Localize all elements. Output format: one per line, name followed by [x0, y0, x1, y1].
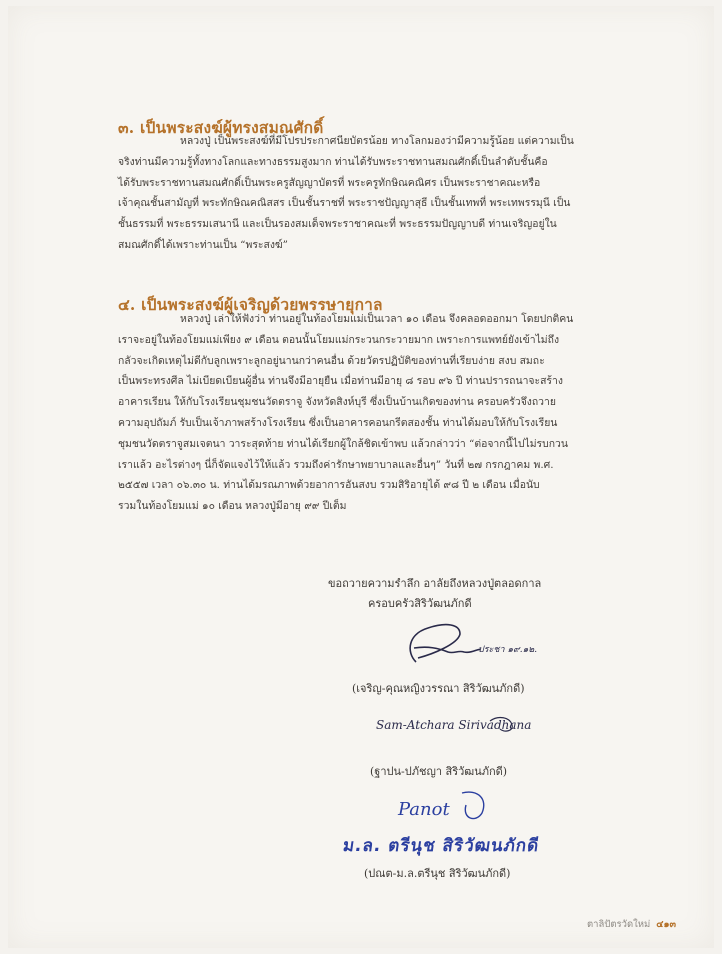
page-number: ๔๑๓	[656, 919, 676, 930]
signature-1-handwriting: ประชา ๑๙.๑๒.	[478, 645, 538, 655]
paragraph-line: เราจะอยู่ในท้องโยมแม่เพียง ๙ เดือน ตอนนั้นโยมแม่กระวนกระวายมาก เพราะการแพทย์ยังเข้าไม่ถึง	[118, 333, 560, 346]
signature-3-image	[396, 785, 506, 833]
paragraph-line: สมณศักดิ์ได้เพราะท่านเป็น “พระสงฆ์”	[118, 238, 288, 251]
signature-1-caption: (เจริญ-คุณหญิงวรรณา สิริวัฒนภักดี)	[352, 682, 525, 695]
signature-3-name: ม.ล. ตรีนุช สิริวัฒนภักดี	[341, 836, 541, 856]
paragraph-line: ชุมชนวัดตราจูสมเจตนา วาระสุดท้าย ท่านได้เรียกผู้ใกล้ชิดเข้าพบ แล้วกล่าวว่า “ต่อจากนี้ไปไม่รบกวน	[118, 437, 568, 450]
signature-2-caption: (ฐาปน-ปภัชญา สิริวัฒนภักดี)	[370, 765, 508, 778]
paragraph-line: ๒๕๕๗ เวลา ๐๖.๓๐ น. ท่านได้มรณภาพด้วยอาการอันสงบ รวมสิริอายุได้ ๙๘ ปี ๒ เดือน เมื่อนับ	[118, 479, 540, 492]
signature-3-handwriting: Panot	[398, 799, 450, 820]
signature-1-image	[388, 612, 538, 672]
paragraph-line: ได้รับพระราชทานสมณศักดิ์เป็นพระครูสัญญาบัตรที่ พระครูทักษิณคณิศร เป็นพระราชาคณะหรือ	[118, 176, 541, 189]
signature-2-image	[372, 707, 532, 741]
paragraph-line: เราแล้ว อะไรต่างๆ นี่ก็จัดแจงไว้ให้แล้ว รวมถึงค่ารักษาพยาบาลและอื่นๆ” วันที่ ๒๗ กรกฎาคม พ.ศ.	[118, 458, 554, 471]
paragraph-line: จริงท่านมีความรู้ทั้งทางโลกและทางธรรมสูงมาก ท่านได้รับพระราชทานสมณศักดิ์เป็นลำดับชั้นคือ	[118, 155, 548, 168]
signature-3-caption: (ปณต-ม.ล.ตรีนุช สิริวัฒนภักดี)	[364, 867, 511, 880]
section-paragraph-1	[118, 131, 606, 256]
section-paragraph-2	[118, 309, 606, 517]
page-footer	[587, 917, 676, 932]
paragraph-line: เจ้าคุณชั้นสามัญที่ พระทักษิณคณิสสร เป็นชั้นราชที่ พระราชปัญญาสุธี เป็นชั้นเทพที่ พระเทพรรมุนี เป็น	[118, 197, 571, 210]
paragraph-line: กลัวจะเกิดเหตุไม่ดีกับลูกเพราะลูกอยู่นานกว่าคนอื่น ด้วยวัตรปฏิบัติของท่านที่เรียบง่าย สงบ สมถะ	[118, 354, 545, 367]
paragraph-line: หลวงปู่ เล่าให้ฟังว่า ท่านอยู่ในท้องโยมแม่เป็นเวลา ๑๐ เดือน จึงคลอดออกมา โดยปกติคน	[180, 313, 574, 325]
paragraph-line: รวมในท้องโยมแม่ ๑๐ เดือน หลวงปู่มีอายุ ๙๙ ปีเต็ม	[118, 500, 347, 513]
signature-2-handwriting: Sam-Atchara Sirivadhana	[376, 718, 532, 732]
paragraph-line: ความอุปถัมภ์ รับเป็นเจ้าภาพสร้างโรงเรียน ซึ่งเป็นอาคารคอนกรีตสองชั้น ท่านได้มอบให้กับโรงเรียน	[118, 416, 558, 429]
paragraph-line: เป็นพระทรงศีล ไม่เบียดเบียนผู้อื่น ท่านจึงมีอายุยืน เมื่อท่านมีอายุ ๘ รอบ ๙๖ ปี ท่านปรารถนาจะสร้าง	[118, 375, 563, 388]
closing-family: ครอบครัวสิริวัฒนภักดี	[368, 597, 472, 610]
section-heading-2: ๔. เป็นพระสงฆ์ผู้เจริญด้วยพรรษายุกาล	[118, 295, 383, 314]
footer-book-title: ตาลิปัตรวัดใหม่	[586, 919, 651, 930]
paragraph-line: หลวงปู่ เป็นพระสงฆ์ที่มีโปรประกาศนียบัตรน้อย ทางโลกมองว่ามีความรู้น้อย แต่ความเป็น	[180, 135, 574, 147]
paragraph-line: อาคารเรียน ให้กับโรงเรียนชุมชนวัดตราจู จังหวัดสิงห์บุรี ซึ่งเป็นบ้านเกิดของท่าน ครอบครัวจึงถวาย	[118, 396, 556, 409]
section-heading-1: ๓. เป็นพระสงฆ์ผู้ทรงสมณศักดิ์	[118, 118, 324, 137]
closing-dedication: ขอถวายความรำลึก อาลัยถึงหลวงปู่ตลอดกาล	[328, 577, 542, 590]
paragraph-line: ชั้นธรรมที่ พระธรรมเสนานี และเป็นรองสมเด็จพระราชาคณะที่ พระธรรมปัญญาบดี ท่านเจริญอยู่ใน	[118, 218, 557, 231]
